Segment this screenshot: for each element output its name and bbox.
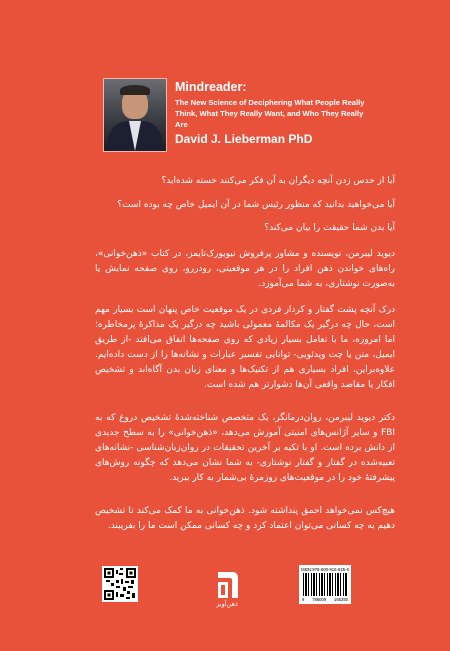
question-2: آیا می‌خواهید بدانید که منظور رئیس شما در آن ایمیل خاص چه بوده است؟	[117, 200, 395, 210]
qr-code	[102, 566, 138, 602]
barcode-bars	[303, 573, 347, 596]
isbn-barcode	[299, 565, 351, 604]
question-1: آیا از حدس زدن آنچه دیگران به آن فکر می‌کنند خسته شده‌اید؟	[161, 176, 395, 186]
barcode-digit-group: 786009	[312, 597, 327, 602]
paragraph-intro: دیوید لیبرمن، نویسنده و مشاور پرفروش نیویورک‌تایمز، در کتاب «ذهن‌خوانی»، راه‌های خواندن ذهن افراد را در هر موقعیتی، رودررو، روی صفحه نمایش یا به‌صورت نوشتاری، به شما می‌آموزد.	[95, 249, 395, 289]
barcode-digit-group: 165250	[334, 597, 348, 602]
barcode-digits	[302, 597, 348, 602]
question-3: آیا بدن شما حقیقت را بیان می‌کند؟	[264, 223, 395, 233]
paragraph-closing: هیچ‌کس نمی‌خواهد احمق پنداشته شود. ذهن‌خوانی به ما کمک می‌کند تا تشخیص دهیم به چه کسانی می‌توان اعتماد کرد و چه کسانی ممکن است ما را بفریبند.	[95, 506, 395, 531]
paragraph-context: درک آنچه پشت گفتار و کردار فردی در یک موقعیت خاص پنهان است بسیار مهم است، حال چه درگیر یک مکالمهٔ معمولی باشید چه درگیر یک مذاکرهٔ پرمخاطره؛ اما امروزه، ما با تعامل بسیار زیادی که روی صفحه‌ها اتفاق می‌افتد -از طریق ایمیل، متن یا چت ویدئویی- توانایی تفسیر عبارات و نشانه‌ها را از دست داده‌ایم. علاوه‌براین، افراد بسیاری هم از تکنیک‌ها و معنای زبان بدن آگاه‌اند و تشخیص افکار یا مقاصد واقعی آن‌ها دشوارتر هم شده است.	[95, 305, 395, 390]
book-subtitle: The New Science of Deciphering What People Really Think, What They Really Want, and Who They Really Are	[175, 98, 365, 129]
book-title-block	[175, 80, 365, 147]
publisher-name: ذهن‌آویز	[216, 600, 238, 608]
isbn-number: ISBN:978-600-916-525-6	[300, 567, 349, 572]
book-title: Mindreader:	[175, 80, 247, 94]
book-header	[103, 78, 365, 150]
author-photo	[103, 78, 167, 152]
author-name: David J. Lieberman PhD	[175, 132, 313, 146]
barcode-digit-group: 9	[302, 597, 305, 602]
paragraph-author: دکتر دیوید لیبرمن، روان‌درمانگر، یک متخصص شناخته‌شدهٔ تشخیص دروغ که به FBI و سایر آژانس‌های امنیتی آموزش می‌دهد، «ذهن‌خوانی» را به سطح جدیدی از دانش برده است. او با تکیه بر آخرین تحقیقات در روان‌زبان‌شناسی -نشانه‌های تعبیه‌شده در گفتار و گفتار نوشتاری- به شما نشان می‌دهد که چگونه روش‌های پیشرفتهٔ خود را در موقعیت‌های روزمرهٔ بی‌شمار به کار ببرید.	[95, 413, 395, 483]
publisher-logo	[214, 568, 240, 600]
